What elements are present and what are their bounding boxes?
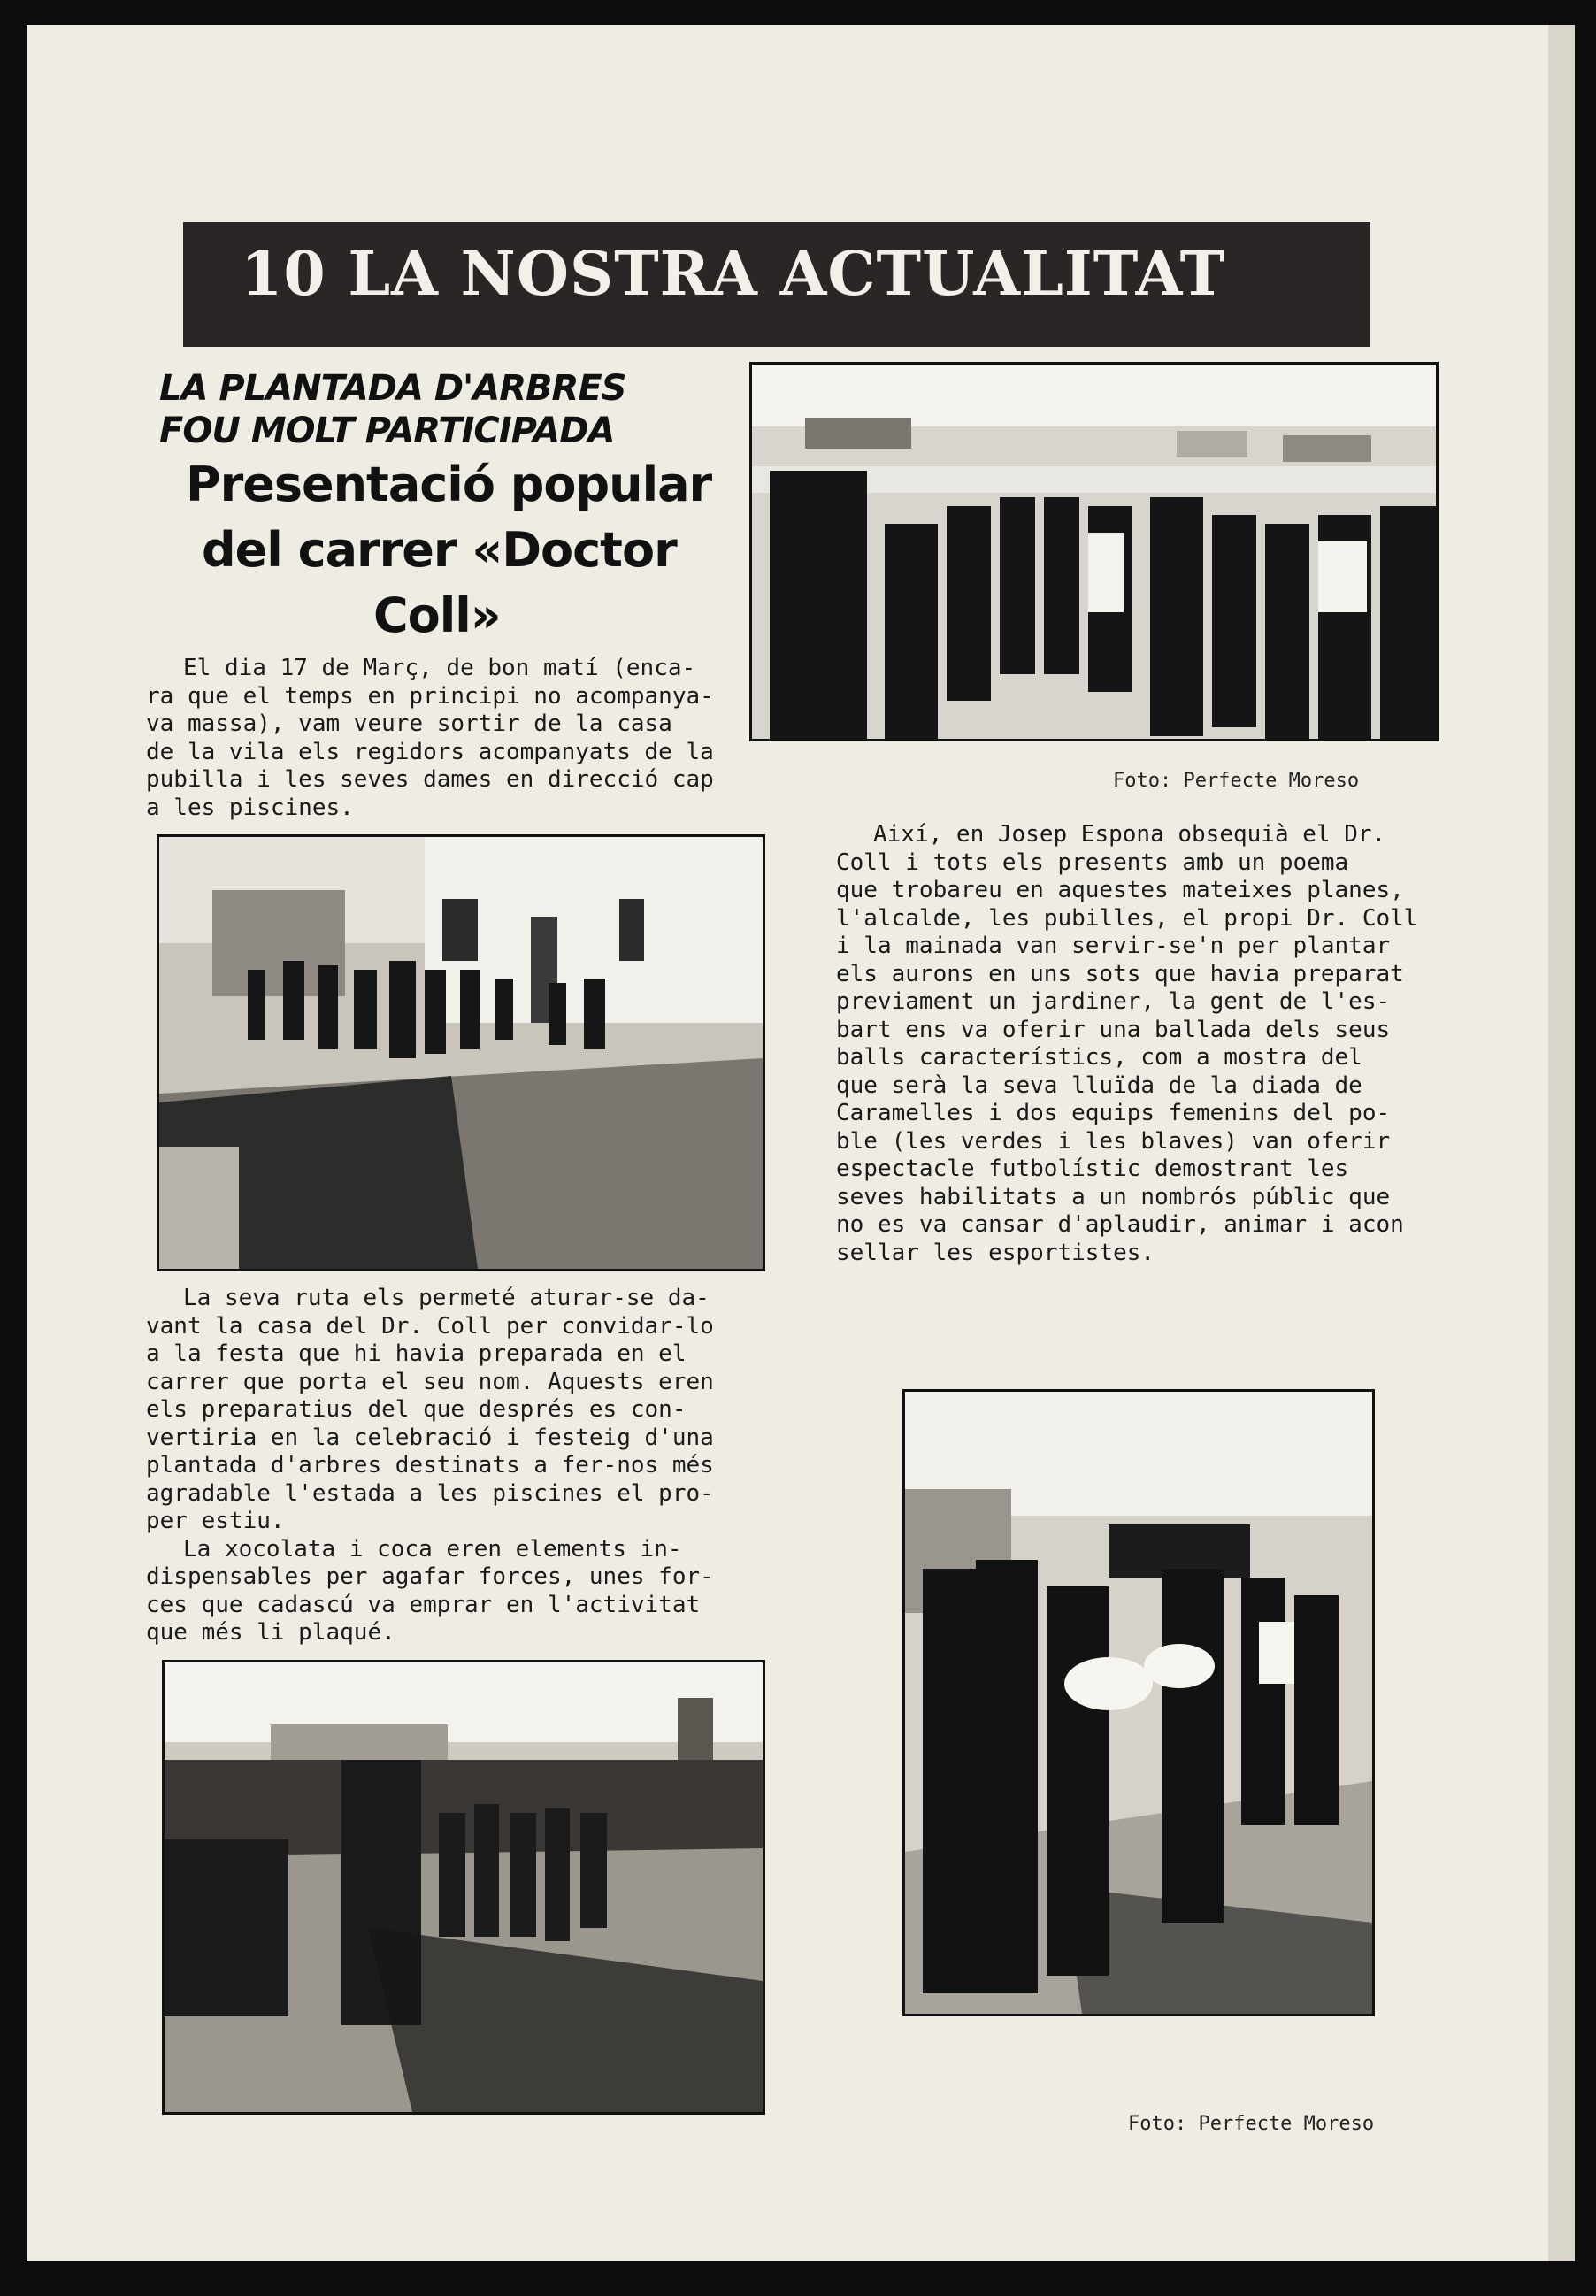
text-line: bart ens va oferir una ballada dels seus (836, 1016, 1391, 1043)
headline-line-2: del carrer «Doctor (202, 522, 677, 578)
text-line: El dia 17 de Març, de bon matí (enca- (183, 655, 696, 681)
text-line: plantada d'arbres destinats a fer-nos més (146, 1452, 714, 1478)
section-title (241, 239, 1225, 310)
route-paragraph (146, 1285, 765, 1647)
text-line: a les piscines. (146, 794, 354, 821)
text-line: sellar les esportistes. (836, 1239, 1155, 1266)
headline-line-1: Presentació popular (186, 457, 712, 512)
section-name: LA NOSTRA ACTUALITAT (348, 239, 1226, 310)
text-line: que més li plaqué. (146, 1619, 395, 1646)
text-line: Coll i tots els presents amb un poema (836, 849, 1349, 876)
text-line: els preparatius del que després es con- (146, 1396, 687, 1423)
text-line: seves habilitats a un nombrós públic que (836, 1183, 1391, 1210)
text-line: ces que cadascú va emprar en l'activitat (146, 1591, 701, 1618)
text-line: agradable l'estada a les piscines el pro- (146, 1479, 714, 1507)
page-edge (1548, 25, 1575, 2261)
text-line: previament un jardiner, la gent de l'es- (836, 988, 1391, 1015)
text-line: l'alcalde, les pubilles, el propi Dr. Coll (836, 904, 1418, 932)
crowd-photo (749, 362, 1439, 741)
photo-credit-bottom: Foto: Perfecte Moreso (1128, 2113, 1375, 2135)
kicker-line-2: FOU MOLT PARTICIPADA (159, 411, 615, 451)
intro-paragraph (146, 655, 765, 822)
text-line: de la vila els regidors acompanyats de la (146, 738, 714, 765)
text-line: vant la casa del Dr. Coll per convidar-lo (146, 1312, 714, 1340)
text-line: pubilla i les seves dames en direcció cap (146, 766, 714, 793)
text-line: Caramelles i dos equips femenins del po- (836, 1100, 1391, 1126)
headline-line-3: Coll» (373, 587, 501, 643)
text-line: La seva ruta els permeté aturar-se da- (183, 1285, 710, 1311)
text-line: a la festa que hi havia preparada en el (146, 1340, 687, 1367)
text-line: que serà la seva lluïda de la diada de (836, 1071, 1362, 1099)
text-line: carrer que porta el seu nom. Aquests eren (146, 1368, 714, 1395)
dames-ceremony-photo (902, 1389, 1375, 2016)
street-procession-photo (157, 834, 765, 1271)
text-line: no es va cansar d'aplaudir, animar i acon (836, 1211, 1404, 1238)
text-line: vertiria en la celebració i festeig d'una (146, 1424, 714, 1451)
chocolate-stand-photo (162, 1660, 765, 2115)
photo-credit-top: Foto: Perfecte Moreso (1113, 770, 1360, 792)
text-line: i la mainada van servir-se'n per plantar (836, 933, 1391, 959)
text-line: ra que el temps en principi no acompanya- (146, 682, 714, 710)
text-line: balls característics, com a mostra del (836, 1044, 1362, 1071)
text-line: que trobareu en aquestes mateixes planes, (836, 877, 1404, 903)
magazine-page (27, 25, 1548, 2261)
text-line: els aurons en uns sots que havia preparat (836, 960, 1404, 987)
text-line: va massa), vam veure sortir de la casa (146, 710, 672, 737)
text-line: espectacle futbolístic demostrant les (836, 1156, 1349, 1182)
text-line: La xocolata i coca eren elements in- (183, 1535, 682, 1563)
page-number: 10 (241, 239, 326, 310)
text-line: ble (les verdes i les blaves) van oferir (836, 1127, 1391, 1155)
kicker-line-1: LA PLANTADA D'ARBRES (159, 368, 626, 409)
closing-paragraph (836, 821, 1455, 1267)
section-banner (186, 225, 1368, 344)
text-line: dispensables per agafar forces, unes for- (146, 1563, 714, 1590)
text-line: per estiu. (146, 1508, 285, 1534)
text-line: Així, en Josep Espona obsequià el Dr. (873, 821, 1386, 848)
